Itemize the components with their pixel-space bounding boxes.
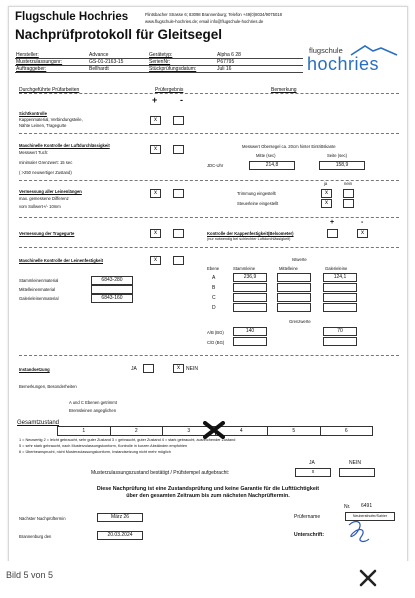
disclaimer-line1: Diese Nachprüfung ist eine Zustandsprüfung und keine Garantie für die Lufttüchtigkeit [96,486,320,492]
pruefername-field[interactable]: Neubersthofer/Sahler [345,512,395,521]
trage-plus-checkbox[interactable]: x [150,229,161,238]
kappe-minus-header: - [361,219,364,226]
luft-plus-checkbox[interactable]: x [150,145,161,154]
luft-seite-field[interactable]: 158,9 [319,161,365,170]
image-counter: Bild 5 von 5 [6,570,54,580]
trimmung-nein-checkbox[interactable] [343,189,354,198]
col-items-header: Durchgeführte Prüfarbeiten [19,87,80,93]
luft-seite-header: Seite (sec) [327,153,348,158]
steuerleine-label: Steuerleine eingestellt [237,201,279,206]
ab-stamm-field[interactable]: 140 [233,327,267,336]
ebene-header: Ebene [207,266,220,271]
stamm-col-header: Stammleine [233,266,256,271]
b-mittel-field[interactable] [277,283,311,292]
bestaetigt-ja-header: JA [309,460,315,466]
a-mittel-field[interactable] [277,273,311,282]
mittel-col-header: Mittelleine [279,266,298,271]
c-mittel-field[interactable] [277,293,311,302]
leinenfest-plus-checkbox[interactable]: x [150,256,161,265]
b-galerie-field[interactable] [323,283,357,292]
gesamt-title: Gesamtzustand [17,420,60,426]
pruefername-label: Prüfername [294,514,321,520]
cd-stamm-field[interactable] [233,337,267,346]
row-label-a: A [212,275,216,281]
company-name: Flugschule Hochries [15,11,129,23]
instand-nein-checkbox[interactable]: x [173,364,184,373]
galerie-material-label: Galerieleinenmaterial [19,296,59,301]
d-stamm-field[interactable] [233,303,267,312]
remarks-title: Bemerkungen, Besonderheiten [19,384,77,389]
leinen-plus-checkbox[interactable]: x [150,189,161,198]
gesamt-cell-2[interactable]: 2 [111,427,164,435]
auftraggeber-label: Auftraggeber: [16,66,47,72]
instand-title: Instandsetzung [19,367,50,372]
viewer-footer [0,561,415,598]
grenzwerte-header: Grenzwerte [289,319,311,324]
logo [307,43,399,79]
a-galerie-field[interactable]: 124,1 [323,273,357,282]
company-address: Flintsbacher Strasse 6; 83098 Brannenburg; Telefon +49(0)8034/9075018 [145,12,282,17]
luft-mitte-field[interactable]: 214,8 [249,161,295,170]
sicht-plus-checkbox[interactable]: x [150,116,161,125]
datum-field[interactable]: 20.03.2024 [97,531,143,540]
leinenfest-title: Maschinelle Kontrolle der Leinenfestigkeit [19,258,104,263]
luft-measure-title: Messwert Obersegel ca. 20cm hinter Eintrittskante [242,144,336,149]
page-title: Nachprüfprotokoll für Gleitsegel [15,27,223,42]
bestaetigt-ja-field[interactable]: x [295,468,331,477]
unterschrift-label: Unterschrift: [294,532,325,538]
document-page [8,6,408,563]
istwerte-header: Istwerte [292,257,307,262]
trimmung-ja-checkbox[interactable]: x [321,189,332,198]
steuerleine-ja-checkbox[interactable]: x [321,199,332,208]
row-label-b: B [212,285,216,291]
logo-top-text: flugschule [309,46,343,55]
remarks-line2: Bremsleinen angeglichen [69,408,117,413]
gesamt-cell-3[interactable]: 3 [163,427,216,435]
col-minus: - [180,95,183,105]
disclaimer-line2: über den gesamten Zeitraum bis zum nächsten Nachprüftermin. [126,493,290,499]
naechster-field[interactable]: März 26 [97,513,143,522]
seriennr-value: P67795 [217,59,235,65]
remarks-line1: A und C Ebenen getrimmt [69,400,117,405]
stueckpruefung-value: Juli 16 [217,66,232,72]
hersteller-value: Advance [89,52,109,58]
musterzulassung-value: GS-01-2163-15 [89,59,124,65]
leinen-line2: vom Sollwert+/- 10mm [19,204,61,209]
gesamt-cell-1[interactable]: 1 [58,427,111,435]
cd-label: C/D (BG) [207,340,225,345]
galerie-material-field[interactable]: 6843-160 [91,294,133,303]
a-stamm-field[interactable]: 236,9 [233,273,267,282]
hersteller-label: Hersteller: [16,52,39,58]
stamm-material-label: Stammleinenmaterial [19,278,59,283]
luft-title: Maschinelle Kontrolle der Luftdurchlässigkeit [19,143,110,148]
leinen-minus-checkbox[interactable] [173,189,184,198]
leinen-title: Vermessung aller Leinenlängen [19,189,82,194]
row-label-c: C [212,295,216,301]
geraetetyp-label: Gerätetyp: [149,52,173,58]
datum-label: Brannenburg den [19,534,52,539]
kappe-minus-checkbox[interactable]: x [357,229,368,238]
bestaetigt-nein-header: NEIN [349,460,361,466]
ab-label: A/B (BG) [207,330,224,335]
company-web: www.flugschule-hochries.de; email info@flugschule-hochries.de [145,19,264,24]
kappe-subtitle: (nur notwendig bei schlechter Luftdurchlässigkeit) [207,237,291,241]
gesamt-legend-2: 5 = sehr stark gebraucht, nach Musterzulassungskonform, Kontrolle in kurzen Abständen empfohlen [19,444,188,448]
galerie-col-header: Galerieleine [325,266,348,271]
instand-ja-checkbox[interactable] [143,364,154,373]
gesamt-legend-1: 1 = Neuwertig 2 = leicht gebraucht, sehr guter Zustand 3 = gebraucht, guter Zustand 4 = stark gebraucht, ausreichender Zustand [19,438,236,442]
stueckpruefung-label: Stückprüfungsdatum: [149,66,197,72]
gesamt-legend-3: 6 = Überbeansprucht, nicht Musterzulassungskonform, Instandsetzung nicht mehr möglich [19,450,171,454]
col-result-header: Prüfergebnis [155,87,184,93]
naechster-label: Nächster Nachprüftermin [19,516,66,521]
geraetetyp-value: Alpha 6 28 [217,52,241,58]
luft-line2: minimaler Grenzwert: 15 sec [19,160,73,165]
luft-line3: ( >250 neuwertiger Zustand) [19,170,72,175]
leinen-nein-header: nein [344,181,352,186]
stamm-material-field[interactable]: 6843-280 [91,276,133,285]
luft-line1: Messwert Tuch: [19,150,49,155]
leinen-ja-header: ja [324,181,328,186]
sicht-line1: Kappenmaterial, Verbindungsteile, [19,117,83,122]
nr-label: Nr. [344,504,351,510]
col-plus: + [152,95,158,105]
luft-device: JDC-Uhr [207,163,224,168]
gesamt-cell-6[interactable]: 6 [344,428,348,434]
nr-value: 6491 [361,503,373,509]
kappe-title: Kontrolle der Kappenfestigkeit(Belsometer) [207,231,294,236]
instand-nein-label: NEIN [186,366,198,372]
b-stamm-field[interactable] [233,283,267,292]
row-label-d: D [212,305,216,311]
musterzulassung-label: Musterzulassungsnr: [16,59,63,65]
cd-galerie-field[interactable] [323,337,357,346]
gesamt-cell-5[interactable]: 5 [268,427,321,435]
sicht-line2: Nähte Leinen, Tragegurte [19,123,67,128]
sicht-minus-checkbox[interactable] [173,116,184,125]
instand-ja-label: JA [131,366,137,372]
mittel-material-label: Mittelleinenmaterial [19,287,56,292]
trage-title: Vermessung der Tragegurte [19,231,75,236]
kappe-plus-checkbox[interactable] [327,229,338,238]
luft-mitte-header: Mitte (sec) [256,153,276,158]
steuerleine-nein-checkbox[interactable] [343,199,354,208]
d-mittel-field[interactable] [277,303,311,312]
logo-main-text: hochries [307,54,380,74]
trimmung-label: Trimmung eingestellt [237,191,276,196]
mittel-material-field[interactable] [91,285,133,294]
trage-minus-checkbox[interactable] [173,229,184,238]
d-galerie-field[interactable] [323,303,357,312]
ab-galerie-field[interactable]: 70 [323,327,357,336]
col-remark-header: Bemerkung [271,87,297,93]
gesamt-cross-mark-icon [203,421,225,439]
leinenfest-minus-checkbox[interactable] [173,256,184,265]
signature-icon [343,515,373,545]
sicht-title: Sichtkontrolle [19,111,47,116]
seriennr-label: SerienNr: [149,59,171,65]
c-stamm-field[interactable] [233,293,267,302]
gesamt-cell-4[interactable]: 4 [216,427,269,435]
bestaetigt-nein-field[interactable] [339,468,375,477]
kappe-plus-header: + [330,219,335,226]
c-galerie-field[interactable] [323,293,357,302]
luft-minus-checkbox[interactable] [173,145,184,154]
leinen-line1: max. gemessene Differenz [19,196,69,201]
auftraggeber-value: Bellhardt [89,66,109,72]
bestaetigt-label: Musterzulassungszustand bestätigt / Prüfstempel aufgebracht: [91,470,230,476]
close-icon[interactable] [358,568,378,588]
